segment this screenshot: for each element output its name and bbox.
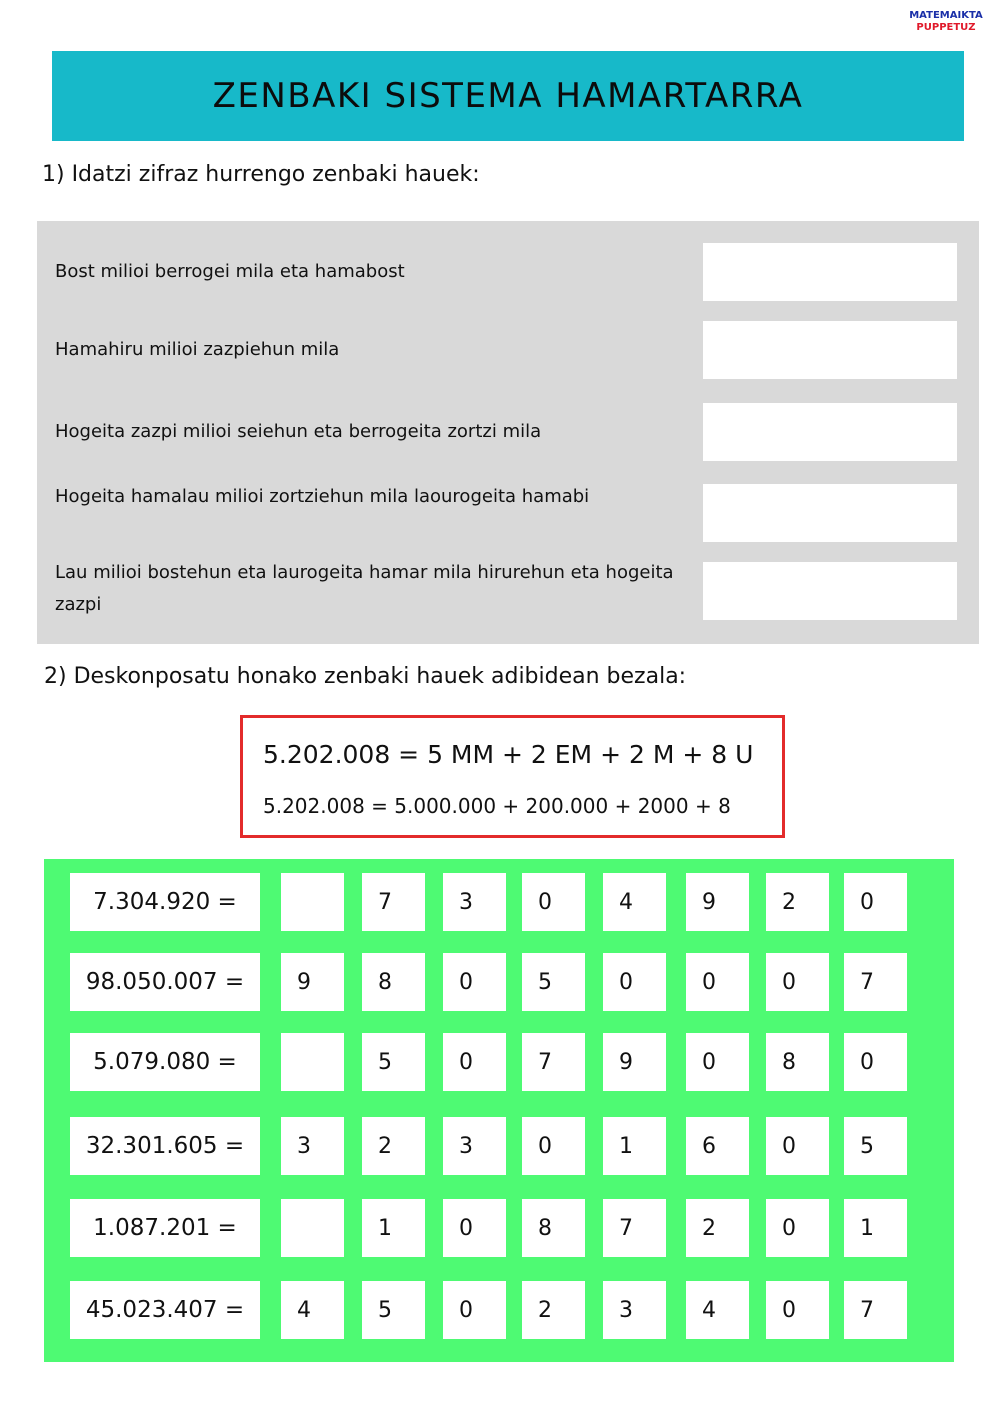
answer-input-3[interactable] xyxy=(703,403,957,461)
prompt-2: Hamahiru milioi zazpiehun mila xyxy=(55,339,340,360)
digit-cell[interactable]: 0 xyxy=(443,953,506,1011)
digit-cell[interactable]: 1 xyxy=(844,1199,907,1257)
digit-cell[interactable]: 5 xyxy=(362,1033,425,1091)
section1-heading: 1) Idatzi zifraz hurrengo zenbaki hauek: xyxy=(42,162,480,187)
digit-cell[interactable]: 3 xyxy=(281,1117,344,1175)
digit-cell[interactable]: 7 xyxy=(522,1033,585,1091)
digit-cell[interactable]: 0 xyxy=(443,1281,506,1339)
digit-cell[interactable]: 0 xyxy=(766,1281,829,1339)
row-number: 5.079.080 = xyxy=(70,1033,260,1091)
digit-cell[interactable]: 0 xyxy=(766,1117,829,1175)
answer-input-1[interactable] xyxy=(703,243,957,301)
logo-line-2: PUPPETUZ xyxy=(916,22,976,33)
answer-input-2[interactable] xyxy=(703,321,957,379)
digit-cell[interactable] xyxy=(281,1033,344,1091)
digit-cell[interactable]: 0 xyxy=(522,1117,585,1175)
digit-cell[interactable]: 7 xyxy=(362,873,425,931)
page-title: ZENBAKI SISTEMA HAMARTARRA xyxy=(212,76,804,116)
row-number: 7.304.920 = xyxy=(70,873,260,931)
prompt-5: Lau milioi bostehun eta laurogeita hamar mila hirurehun eta hogeita zazpi xyxy=(55,562,674,615)
answer-input-5[interactable] xyxy=(703,562,957,620)
digit-cell[interactable]: 9 xyxy=(281,953,344,1011)
row-number: 1.087.201 = xyxy=(70,1199,260,1257)
digit-cell[interactable]: 7 xyxy=(844,1281,907,1339)
row-number: 98.050.007 = xyxy=(70,953,260,1011)
digit-cell[interactable]: 4 xyxy=(603,873,666,931)
digit-cell[interactable]: 8 xyxy=(766,1033,829,1091)
digit-cell[interactable]: 8 xyxy=(362,953,425,1011)
digit-cell[interactable] xyxy=(281,1199,344,1257)
digit-cell[interactable]: 9 xyxy=(686,873,749,931)
digit-cell[interactable]: 2 xyxy=(766,873,829,931)
digit-cell[interactable]: 8 xyxy=(522,1199,585,1257)
row-number: 45.023.407 = xyxy=(70,1281,260,1339)
digit-cell[interactable]: 0 xyxy=(443,1033,506,1091)
prompt-1: Bost milioi berrogei mila eta hamabost xyxy=(55,261,405,282)
example-box xyxy=(240,715,785,838)
prompt-3: Hogeita zazpi milioi seiehun eta berrogeita zortzi mila xyxy=(55,421,542,442)
digit-cell[interactable]: 4 xyxy=(281,1281,344,1339)
digit-cell[interactable]: 6 xyxy=(686,1117,749,1175)
section2-heading: 2) Deskonposatu honako zenbaki hauek adibidean bezala: xyxy=(44,664,687,689)
digit-cell[interactable]: 9 xyxy=(603,1033,666,1091)
digit-cell[interactable]: 3 xyxy=(603,1281,666,1339)
digit-cell[interactable]: 4 xyxy=(686,1281,749,1339)
digit-cell[interactable]: 0 xyxy=(603,953,666,1011)
digit-cell[interactable]: 0 xyxy=(522,873,585,931)
example-line-1: 5.202.008 = 5 MM + 2 EM + 2 M + 8 U xyxy=(263,740,754,769)
digit-cell[interactable]: 3 xyxy=(443,873,506,931)
digit-cell[interactable]: 0 xyxy=(766,953,829,1011)
digit-cell[interactable]: 5 xyxy=(362,1281,425,1339)
digit-cell[interactable]: 5 xyxy=(522,953,585,1011)
digit-cell[interactable]: 2 xyxy=(686,1199,749,1257)
digit-cell[interactable]: 7 xyxy=(844,953,907,1011)
digit-cell[interactable] xyxy=(281,873,344,931)
digit-cell[interactable]: 0 xyxy=(686,1033,749,1091)
digit-cell[interactable]: 7 xyxy=(603,1199,666,1257)
title-banner xyxy=(52,51,964,141)
prompt-4: Hogeita hamalau milioi zortziehun mila laourogeita hamabi xyxy=(55,486,590,507)
brand-logo xyxy=(900,10,992,34)
digit-cell[interactable]: 2 xyxy=(362,1117,425,1175)
answer-input-4[interactable] xyxy=(703,484,957,542)
digit-cell[interactable]: 0 xyxy=(766,1199,829,1257)
row-number: 32.301.605 = xyxy=(70,1117,260,1175)
digit-cell[interactable]: 0 xyxy=(443,1199,506,1257)
digit-cell[interactable]: 0 xyxy=(686,953,749,1011)
example-line-2: 5.202.008 = 5.000.000 + 200.000 + 2000 + 8 xyxy=(263,794,731,818)
digit-cell[interactable]: 5 xyxy=(844,1117,907,1175)
digit-cell[interactable]: 1 xyxy=(603,1117,666,1175)
digit-cell[interactable]: 3 xyxy=(443,1117,506,1175)
digit-cell[interactable]: 2 xyxy=(522,1281,585,1339)
digit-cell[interactable]: 1 xyxy=(362,1199,425,1257)
logo-line-1: MATEMAIKTA xyxy=(909,10,983,21)
digit-cell[interactable]: 0 xyxy=(844,1033,907,1091)
digit-cell[interactable]: 0 xyxy=(844,873,907,931)
